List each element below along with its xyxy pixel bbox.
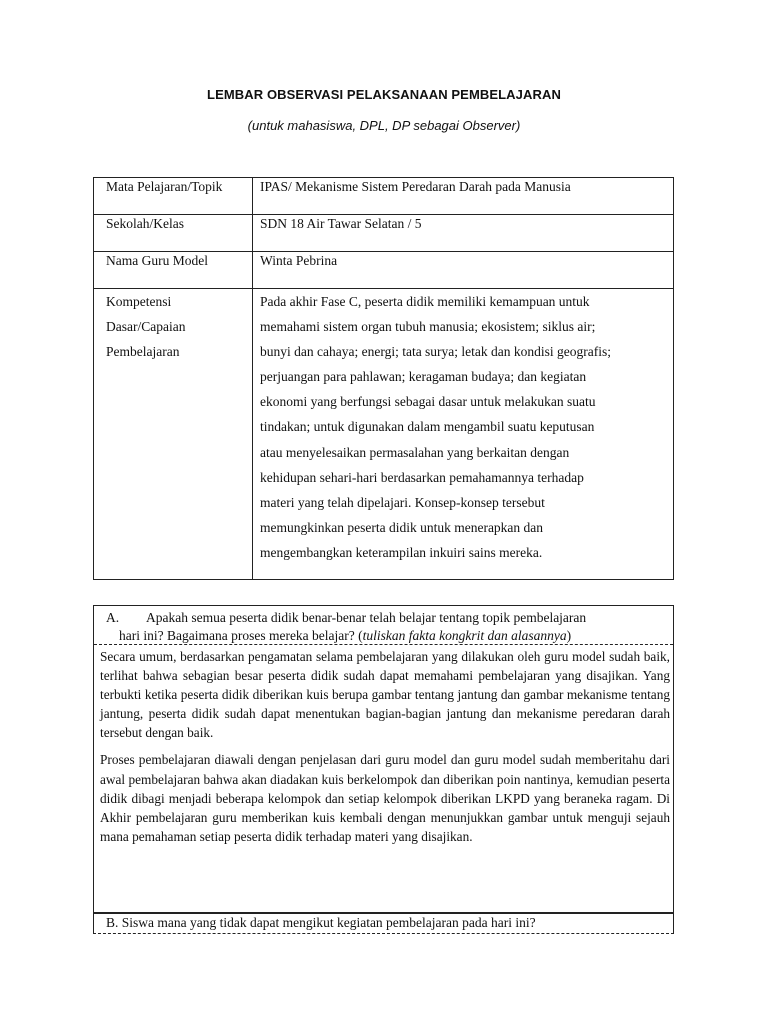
answer-paragraph-2: Proses pembelajaran diawali dengan penjelasan dari guru model dan guru model sudah memberitahu dari awal pembelajaran bahwa akan diadakan kuis berkelompok dan diberikan poin nantinya, kemudian peserta didik dibagi menjadi beberapa kelompok dan setiap kelompok diberikan LKPD yang beraneka ragam. Di Akhir pembelajaran guru memberikan kuis kembali dengan menunjukkan gambar untuk menguji sejauh mana pemahaman setiap peserta didik terhadap materi yang disajikan. bbox=[100, 752, 670, 844]
info-row-school bbox=[94, 215, 674, 252]
question-a-box bbox=[93, 605, 674, 914]
info-row-competency bbox=[94, 289, 674, 580]
question-a-line2-italic: tuliskan fakta kongkrit dan alasannya bbox=[362, 628, 567, 643]
teacher-label: Nama Guru Model bbox=[106, 253, 208, 268]
question-a-answer bbox=[100, 647, 670, 854]
competency-label: Kompetensi Dasar/Capaian Pembelajaran bbox=[106, 294, 186, 360]
school-value: SDN 18 Air Tawar Selatan / 5 bbox=[260, 216, 422, 231]
question-b-header bbox=[93, 912, 674, 934]
document-title: LEMBAR OBSERVASI PELAKSANAAN PEMBELAJARAN bbox=[207, 87, 561, 102]
info-row-subject bbox=[94, 178, 674, 215]
question-a-line2-suffix: ) bbox=[566, 628, 572, 643]
question-a-line1: Apakah semua peserta didik benar-benar telah belajar tentang topik pembelajaran bbox=[146, 610, 587, 625]
school-label: Sekolah/Kelas bbox=[106, 216, 184, 231]
question-b-text: B. Siswa mana yang tidak dapat mengikut kegiatan pembelajaran pada hari ini? bbox=[106, 915, 536, 930]
subject-value: IPAS/ Mekanisme Sistem Peredaran Darah pada Manusia bbox=[260, 179, 571, 194]
info-table bbox=[93, 177, 674, 580]
subject-label: Mata Pelajaran/Topik bbox=[106, 179, 223, 194]
competency-text: Pada akhir Fase C, peserta didik memiliki kemampuan untuk memahami sistem organ tubuh manusia; ekosistem; siklus air; bunyi dan cahaya; energi; tata surya; letak dan kondisi geografis; perjuangan para pahlawan; keragaman budaya; dan kegiatan ekonomi yang berfungsi sebagai dasar untuk melakukan suatu tindakan; untuk digunakan dalam mengambil suatu keputusan atau menyelesaikan permasalahan yang berkaitan dengan kehidupan sehari-hari berdasarkan pemahamannya terhadap materi yang telah dipelajari. Konsep-konsep tersebut memungkinkan peserta didik untuk menerapkan dan mengembangkan keterampilan inkuiri sains mereka. bbox=[260, 294, 612, 560]
question-a-line2-prefix: hari ini? Bagaimana proses mereka belajar? ( bbox=[119, 628, 363, 643]
question-a-header bbox=[94, 606, 673, 645]
info-row-teacher bbox=[94, 252, 674, 289]
question-a-letter: A. bbox=[106, 610, 120, 625]
answer-paragraph-1: Secara umum, berdasarkan pengamatan selama pembelajaran yang dilakukan oleh guru model sudah baik, terlihat bahwa sebagian besar peserta didik sudah dapat memahami pembelajaran yang disajikan. Yang terbukti ketika peserta didik diberikan kuis berupa gambar tentang jantung dan gambar mekanisme tentang jantung, peserta didik sudah dapat menentukan bagian-bagian jantung dan mekanisme peredaran darah tersebut dengan baik. bbox=[100, 649, 670, 741]
document-subtitle: (untuk mahasiswa, DPL, DP sebagai Observer) bbox=[247, 118, 521, 133]
teacher-value: Winta Pebrina bbox=[260, 253, 338, 268]
